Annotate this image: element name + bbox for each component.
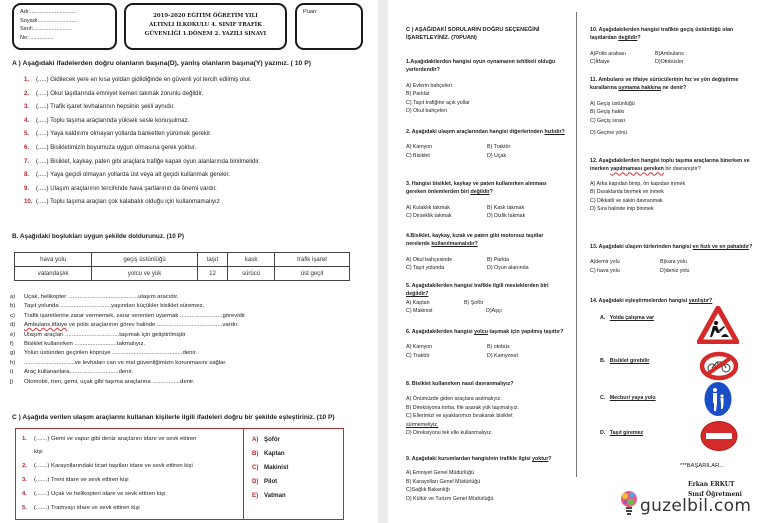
item-number: 5.: [24, 130, 30, 138]
table-cell: hava yolu: [15, 253, 92, 267]
question-12: 12. Aşağıdakilerden hangisi toplu taşıma araçlarına binerken ve inerken yapılmaması gereken bir davranıştır? A) Arka kapıdan binip, ön kapıdan inmek B) Duraklarda binmek ve inmek C) Dikkatli ve sakin davranmak D) Sıra halinde inip binmek: [590, 158, 750, 213]
item-number: 6.: [24, 143, 30, 151]
option-a: A. Yolda çalışma var: [600, 315, 655, 321]
lightbulb-logo-icon: [620, 490, 638, 518]
no-entry-sign-icon: [699, 420, 739, 452]
list-item: [24, 182, 369, 196]
list-item: h) ...............................ve levhaları can ve mal güvenliğimizin korunmasını sağlar.: [10, 359, 227, 366]
student-info-box: [12, 3, 117, 50]
list-item: [24, 127, 369, 141]
item-number: 8.: [24, 171, 30, 179]
list-item: g) Yolun üstünden geçirilen köprüye ...........................................denir.: [10, 350, 197, 357]
table-cell: yolcu ve yük: [92, 267, 197, 281]
option-b: B. Bisiklet girebilir: [600, 358, 650, 364]
item-text: (.....) Gidilecek yere en kısa yoldan gidildiğinde en güvenli yol tercih edilmiş olur.: [36, 76, 252, 83]
item-number: 2.: [24, 89, 30, 97]
table-cell: sürücü: [228, 267, 275, 281]
list-item: 4. (.......) Uçak ve helikopteri idare ve sevk ettiren kişi: [22, 491, 166, 497]
table-cell: kask: [228, 253, 275, 267]
item-text: (.....) Ulaşım araçlarının tercihinde hava şartlarının da önemi vardır.: [36, 184, 217, 192]
question-4: 4.Bisiklet, kaykay, kızak ve paten gibi motorsuz taşıtlar nerelerde kullanılmamalıdır? A) Okul bahçesinde B) Parkta C) Taşıt yolunda D) Oyun alanında: [406, 233, 544, 272]
question-9: 9. Aşağıdaki kurumlardan hangisinin trafikle ilgisi yoktur? A) Emniyet Genel Müdürlüğü B) Karayolları Genel Müdürlüğü C)Sağlık Bakanlığı D) Kültür ve Turizm Genel Müdürlüğü: [406, 456, 552, 502]
number-field: No: ...............: [20, 34, 54, 41]
item-text: (.....) Yaya geçidi olmayan yollarda üst veya alt geçidi kullanmak gerekir.: [36, 171, 230, 179]
list-item: E) Vatman: [252, 492, 286, 499]
pedestrian-path-sign-icon: [703, 381, 733, 417]
section-c-mc-title: C ) AŞAĞIDAKİ SORULARIN DOĞRU SEÇENEĞİNİ İŞARETLEYİNİZ. (70PUAN): [406, 27, 540, 42]
section-a-title: A ) Aşağıdaki ifadelerden doğru olanların başına(D), yanlış olanların başına(Y) yazınız. ( 10 P): [12, 60, 312, 67]
exam-page-left: [0, 0, 378, 523]
exam-title-line: 2019-2020 EĞİTİM ÖĞRETİM YILI: [153, 13, 258, 19]
question-5: 5. Aşağıdakilerden hangisi trafikle ilgili mesleklerden biri değildir? A) Kaptan B) Şoför C) Makinist D)Aşçı: [406, 283, 549, 315]
item-text: (.....) Toplu taşıma araçları çok kalabalık olduğu için kullanmamalıyız: [36, 198, 220, 206]
list-item: f) Bisiklet kullanırken ..........................takmalıyız.: [10, 340, 146, 347]
section-b-title: B. Aşağıdaki boşlukları uygun şekilde doldurunuz. (10 P): [12, 233, 184, 240]
item-number: 4.: [24, 116, 30, 124]
page-gutter: [378, 0, 388, 523]
question-13: 13. Aşağıdaki ulaşım türlerinden hangisi en hızlı ve en pahalıdır? A)demir yolu B)kara yolu C) hava yolu D)deniz yolu: [590, 244, 753, 274]
word-bank-table: [14, 252, 350, 281]
score-label: Puan:: [303, 9, 318, 15]
table-cell: vatandaşlık: [15, 267, 92, 281]
exam-title-line: ALTINLI İLKOKULU 4. SINIF TRAFİK: [149, 22, 262, 28]
exam-title-box: [124, 3, 287, 50]
list-item: j) Otomobil, tren, gemi, uçak gibi taşıma araçlarına .................denir.: [10, 378, 195, 385]
list-item: [24, 141, 369, 155]
question-11: 11. Ambulans ve itfaiye sürücülerinin hız ve yön değiştirme kurallarına uymama hakkına ne denir? A) Geçiş üstünlüğü B) Geçiş hakkı C) Geçiş sırası D) Geçme yönü: [590, 77, 739, 137]
list-item: C) Makinist: [252, 464, 289, 471]
item-text: (.....) Bisikletimizin boyumuza uygun olmasına gerek yoktur.: [36, 143, 197, 151]
item-text: (.....) Bisiklet, kaykay, paten gibi araçlara trafiğe kapalı oyun alanlarında binilmelidir.: [36, 157, 261, 165]
list-item: i) Araç kullananlara..............................denir.: [10, 369, 134, 376]
list-item: [24, 100, 369, 114]
name-field: Adı:..............................: [20, 9, 77, 15]
option-d: D. Taşıt giremez: [600, 430, 644, 436]
table-cell: trafik işaret: [275, 253, 350, 267]
item-number: 9.: [24, 184, 30, 192]
column-divider: [576, 12, 577, 477]
table-row: [15, 267, 350, 281]
table-cell: üst geçit: [275, 267, 350, 281]
teacher-name: Erkan ERKUT: [688, 481, 735, 488]
matching-statements: [16, 429, 244, 519]
list-item: [24, 73, 369, 87]
table-row: [15, 253, 350, 267]
list-item: [24, 87, 369, 101]
table-cell: taşıt: [197, 253, 227, 267]
question-2: 2. Aşağıdaki ulaşım araçlarından hangisi diğerlerinden hızlıdır? A) Kamyon B) Traktör C) Bisiklet D) Uçak: [406, 129, 565, 159]
question-1: 1.Aşağıdakilerden hangisi oyun oynamanın tehlikeli olduğu yerlerdendir? A) Evlerin bahçeleri B) Parklar C) Taşıt trafiğine açık yollar D) Okul bahçeleri: [406, 59, 556, 115]
list-item: 5. (.......) Tramvayı idare ve sevk ettiren kişi: [22, 505, 140, 511]
class-field: Sınıf:.........................: [20, 26, 72, 32]
spellcheck-underline: Ambulans,itfaiye: [24, 322, 68, 329]
teacher-title: Sınıf Öğretmeni: [688, 491, 742, 498]
item-text: (.....) Toplu taşıma araçlarında yüksek sesle konuşulmaz.: [36, 116, 190, 124]
item-number: 3.: [24, 103, 30, 111]
site-watermark: guzelbil.com: [640, 496, 752, 516]
list-item: a) Uçak, helikopter ...........................................ulaşım aracıdır.: [10, 294, 179, 300]
list-item: [24, 114, 369, 128]
question-10: 10. Aşağıdakilerden hangisi trafikte geçiş üstünlüğü olan taşıtlardan değildir? A)Polis arabası B)Ambulans C)İtfaiye D)Otobüsler: [590, 27, 734, 66]
true-false-list: [24, 73, 369, 209]
road-work-sign-icon: [697, 306, 739, 344]
item-text: (.....) Yaya kaldırımı olmayan yollarda banketten yürümek gerekir.: [36, 130, 212, 138]
question-6: 6. Aşağıdakilerden hangisi yolcu taşımak için yapılmış taşıttır? A) Kamyon B) otobüs C) Traktör D) Kamyonet: [406, 329, 564, 359]
list-item: D) Pilot: [252, 478, 278, 485]
list-item: 2. (.......) Karayollarındaki ticari taşıtları idare ve sevk ettiren kişi: [22, 463, 193, 469]
question-3: 3. Hangisi bisiklet, kaykay ve paten kullanırken alınması gereken önlemlerden biri değildir? A) Kulaklık takmak B) Kask takmak C) Dirseklik takmak D) Dizlik takmak: [406, 181, 547, 220]
list-item: [24, 195, 369, 209]
item-text: (.....) Okul taşıtlarında emniyet kemeri takmak zorunlu değildir.: [36, 89, 204, 97]
table-cell: geçiş üstünlüğü: [92, 253, 197, 267]
list-item: A) Şoför: [252, 436, 280, 443]
list-item: 1. (.......) Gemi ve vapur gibi deniz araçlarını idare ve sevk ettiren kişi: [22, 436, 197, 455]
question-8: 8. Bisiklet kullanırken nasıl davranmalıyız? A) Önümüzde giden araçlara asılmalıyız. B) Direksiyona torba, file asarak yük taşımalıyız. C) Ellerimizi ve ayaklarımızı bırakarak bisiklet sürmemeliyiz. D) Direksiyonu tek elle kullanmalıyız.: [406, 381, 520, 437]
item-number: 10.: [24, 198, 33, 206]
table-cell: 12: [197, 267, 227, 281]
score-box: [295, 3, 363, 50]
list-item: b) Taşıt yolunda ...............................yaşından küçükler bisiklet süremez.: [10, 303, 205, 310]
list-item: 3. (.......) Treni idare ve sevk ettiren kişi: [22, 477, 129, 483]
list-item: B) Kaptan: [252, 450, 285, 457]
item-number: 7.: [24, 157, 30, 165]
closing-text: ***BAŞARILAR...: [680, 463, 725, 469]
matching-box: [15, 428, 344, 520]
option-c: C. Mecburi yaya yolu: [600, 395, 656, 401]
list-item: [24, 155, 369, 169]
list-item: [24, 168, 369, 182]
list-item: c) Trafik işaretlerine zarar vermemek, zarar verenleri uyarmak ..........................görevidir.: [10, 312, 247, 319]
question-14: 14. Aşağıdaki eşleştirmelerden hangisi yanlıştır?: [590, 298, 713, 304]
exam-page-right: [388, 0, 768, 523]
section-c-match-title: C ) Aşağıda verilen ulaşım araçlarını kullanan kişilerle ilgili ifadeleri doğru bir şekilde eşleştiriniz. (10 P): [12, 414, 335, 421]
fill-in-list: [10, 293, 370, 387]
item-text: (.....) Trafik işaret levhalarının hepsinin şekli aynıdır.: [36, 103, 175, 111]
list-item: e) Ulaşım araçları .................................taşımak için geliştirilmiştir: [10, 331, 186, 338]
exam-title-line: GÜVENLİĞİ 1.DÖNEM 2. YAZILI SINAVI: [144, 31, 267, 37]
surname-field: Soyadı:.........................: [20, 17, 78, 24]
no-bicycle-sign-icon: [699, 351, 739, 381]
item-number: 1.: [24, 76, 30, 83]
list-item: d) Ambulans,itfaiye ve polis araçlarının görev halinde ........................................vardır.: [10, 322, 239, 329]
matching-answers: [244, 429, 343, 519]
